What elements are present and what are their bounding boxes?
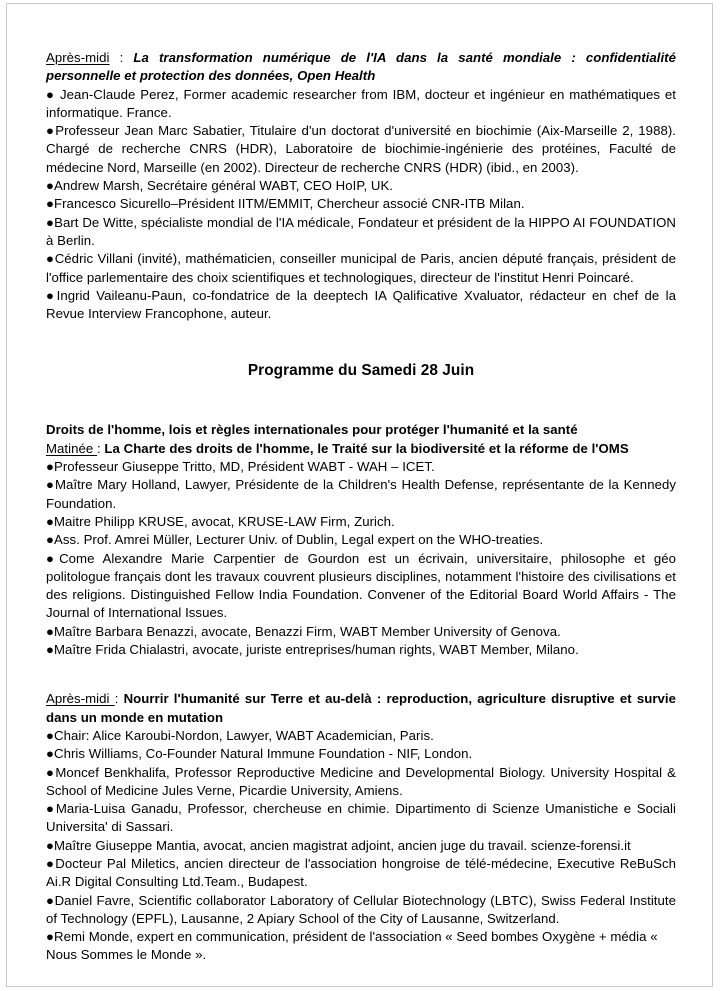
speaker-entry: ●Maitre Philipp KRUSE, avocat, KRUSE-LAW Firm, Zurich. bbox=[46, 513, 395, 529]
saturday-afternoon-title: Nourrir l'humanité sur Terre et au-delà : reproduction, agriculture disruptive et survie dans un monde en mutation bbox=[46, 691, 676, 725]
friday-afternoon-heading bbox=[46, 49, 676, 86]
saturday-afternoon-separator: : bbox=[114, 691, 124, 707]
speaker-entry: ●Maître Barbara Benazzi, avocate, Benazzi Firm, WABT Member University of Genova. bbox=[46, 623, 561, 639]
saturday-program-heading: Programme du Samedi 28 Juin bbox=[247, 362, 475, 380]
speaker-entry: ●Professeur Jean Marc Sabatier, Titulaire d'un doctorat d'université en biochimie (Aix-Marseille 2, 1988). Chargé de recherche CNRS (HDR), Laboratoire de biochimie-ingénierie des protéines, Faculté de médecine Nord, Marseille (en 2002). Directeur de recherche CNRS (HDR) (ibid., en 2003). bbox=[46, 123, 676, 175]
saturday-afternoon-label: Après-midi bbox=[46, 691, 115, 707]
speaker-entry: ●Come Alexandre Marie Carpentier de Gourdon est un écrivain, universitaire, philosophe et géo politologue français dont les travaux couvrent plusieurs disciplines, notamment l'histoire des civilisations et des religions. Distinguished Fellow India Foundation. Convener of the Editorial Board World Affairs - The Journal of International Issues. bbox=[46, 550, 676, 621]
speaker-entry: ●Chair: Alice Karoubi-Nordon, Lawyer, WABT Academician, Paris. bbox=[46, 727, 434, 743]
speaker-entry: ●Professeur Giuseppe Tritto, MD, Président WABT - WAH – ICET. bbox=[46, 459, 435, 475]
friday-afternoon-label: Après-midi bbox=[46, 50, 110, 65]
spacer bbox=[46, 412, 676, 421]
speaker-entry: ●Maître Frida Chialastri, avocate, juriste entreprises/human rights, WABT Member, Milano. bbox=[46, 642, 579, 658]
speaker-entry: ● Jean-Claude Perez, Former academic researcher from IBM, docteur et ingénieur en mathématiques et informatique. France. bbox=[46, 86, 676, 120]
speaker-entry: ●Andrew Marsh, Secrétaire général WABT, CEO HoIP, UK. bbox=[46, 178, 394, 194]
document-content bbox=[46, 49, 676, 965]
saturday-morning-title: La Charte des droits de l'homme, le Traité sur la biodiversité et la réforme de l'OMS bbox=[104, 440, 629, 456]
speaker-entry: ●Maria-Luisa Ganadu, Professor, chercheuse en chimie. Dipartimento di Scienze Umanistiche e Sociali Universita' di Sassari. bbox=[46, 801, 676, 835]
saturday-morning-label: Matinée bbox=[46, 440, 97, 456]
speaker-entry: ●Docteur Pal Miletics, ancien directeur de l'association hongroise de télé-médecine, Executive ReBuSch Ai.R Digital Consulting Ltd.Team., Budapest. bbox=[46, 855, 676, 890]
speaker-entry: ●Daniel Favre, Scientific collaborator Laboratory of Cellular Biotechnology (LBTC), Swiss Federal Institute of Technology (EPFL), Lausanne, 2 Apiary School of the City of Lausanne, Switzerland. bbox=[46, 892, 676, 926]
saturday-morning-section-title: Droits de l'homme, lois et règles internationales pour protéger l'humanité et la santé bbox=[46, 422, 578, 438]
speaker-entry: ●Ingrid Vaileanu-Paun, co-fondatrice de la deeptech IA Qalificative Xvaluator, rédacteur en chef de la Revue Interview Francophone, auteur. bbox=[46, 287, 676, 322]
speaker-entry: ●Remi Monde, expert en communication, président de l'association « Seed bombes Oxygène + média « Nous Sommes le Monde ». bbox=[46, 929, 658, 963]
speaker-entry: ●Maître Giuseppe Mantia, avocat, ancien magistrat adjoint, ancien juge du travail. scienze-forensi.it bbox=[46, 837, 631, 853]
spacer bbox=[46, 659, 676, 681]
spacer bbox=[46, 381, 676, 412]
friday-afternoon-separator: : bbox=[109, 50, 134, 65]
speaker-entry: ●Cédric Villani (invité), mathématicien, conseiller municipal de Paris, ancien député français, président de l'office parlementaire des choix scientifiques et technologiques, directeur de l'institut Henri Poincaré. bbox=[46, 251, 676, 285]
saturday-afternoon-heading bbox=[46, 690, 676, 727]
document-page bbox=[6, 3, 713, 987]
speaker-entry: ●Ass. Prof. Amrei Müller, Lecturer Univ. of Dublin, Legal expert on the WHO-treaties. bbox=[46, 532, 544, 548]
saturday-morning-separator: : bbox=[96, 440, 105, 456]
saturday-morning-heading bbox=[46, 440, 676, 458]
spacer bbox=[46, 323, 676, 361]
spacer bbox=[46, 681, 676, 690]
speaker-entry: ●Chris Williams, Co-Founder Natural Immune Foundation - NIF, London. bbox=[46, 746, 473, 762]
speaker-entry: ●Francesco Sicurello–Président IITM/EMMIT, Chercheur associé CNR-ITB Milan. bbox=[46, 196, 525, 212]
friday-afternoon-title: La transformation numérique de l'IA dans la santé mondiale : confidentialité personnelle et protection des données, Open Health bbox=[46, 50, 676, 84]
speaker-entry: ●Bart De Witte, spécialiste mondial de l'IA médicale, Fondateur et président de la HIPPO AI FOUNDATION à Berlin. bbox=[46, 214, 676, 248]
speaker-entry: ●Maître Mary Holland, Lawyer, Présidente de la Children's Health Defense, représentante de la Kennedy Foundation. bbox=[46, 477, 676, 511]
speaker-entry: ●Moncef Benkhalifa, Professor Reproductive Medicine and Developmental Biology. University Hospital & School of Medicine Jules Verne, Picardie University, Amiens. bbox=[46, 764, 676, 798]
